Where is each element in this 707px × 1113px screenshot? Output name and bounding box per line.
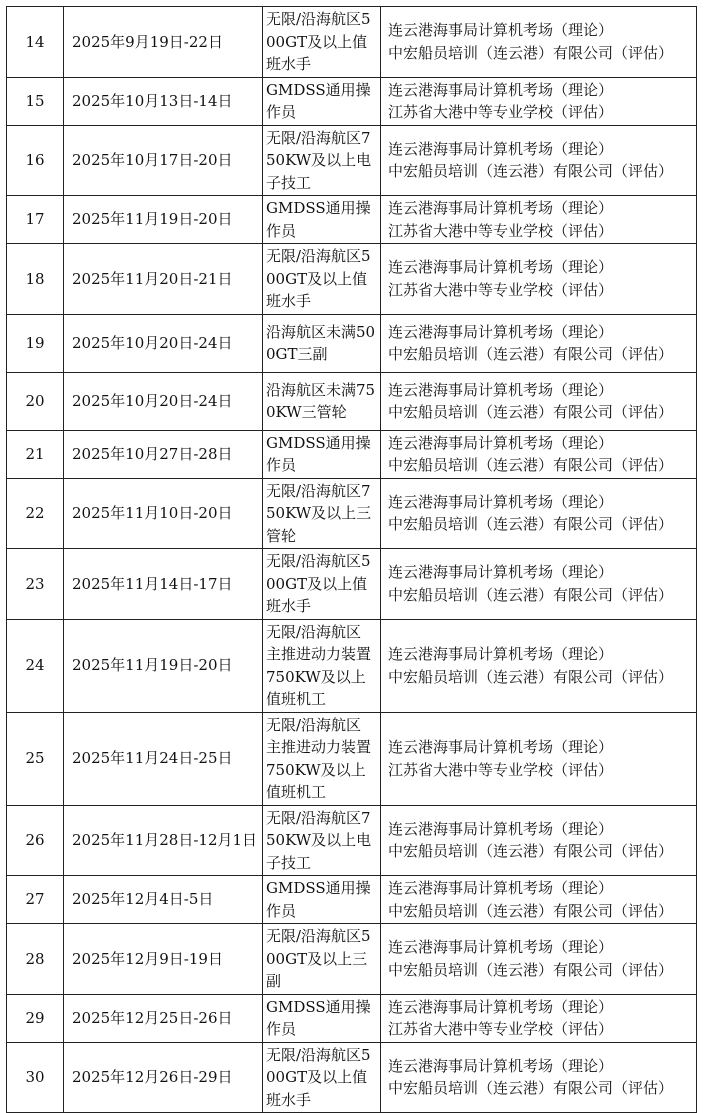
table-row bbox=[7, 430, 697, 478]
assessment-venue: 中宏船员培训（连云港）有限公司（评估） bbox=[388, 585, 674, 604]
exam-date: 2025年11月14日-17日 bbox=[64, 549, 263, 620]
table-row bbox=[7, 876, 697, 924]
exam-category: 无限/沿海航区750KW及以上电子技工 bbox=[263, 125, 381, 196]
exam-category: 无限/沿海航区500GT及以上值班水手 bbox=[263, 549, 381, 620]
exam-category: 无限/沿海航区500GT及以上值班水手 bbox=[263, 244, 381, 315]
exam-date: 2025年12月25日-26日 bbox=[64, 994, 263, 1042]
exam-date: 2025年10月20日-24日 bbox=[64, 314, 263, 372]
table-row bbox=[7, 1042, 697, 1113]
exam-venue bbox=[381, 924, 697, 995]
exam-category: 无限/沿海航区主推进动力装置750KW及以上值班机工 bbox=[263, 712, 381, 805]
assessment-venue: 中宏船员培训（连云港）有限公司（评估） bbox=[388, 960, 674, 979]
exam-category: GMDSS通用操作员 bbox=[263, 196, 381, 244]
exam-date: 2025年12月26日-29日 bbox=[64, 1042, 263, 1113]
theory-venue: 连云港海事局计算机考场（理论） bbox=[388, 380, 614, 399]
exam-venue bbox=[381, 876, 697, 924]
theory-venue: 连云港海事局计算机考场（理论） bbox=[388, 1056, 614, 1075]
table-row bbox=[7, 549, 697, 620]
theory-venue: 连云港海事局计算机考场（理论） bbox=[388, 21, 614, 40]
row-number: 23 bbox=[7, 549, 64, 620]
assessment-venue: 中宏船员培训（连云港）有限公司（评估） bbox=[388, 456, 674, 474]
exam-venue bbox=[381, 805, 697, 876]
exam-date: 2025年10月13日-14日 bbox=[64, 77, 263, 125]
exam-date: 2025年10月27日-28日 bbox=[64, 430, 263, 478]
assessment-venue: 中宏船员培训（连云港）有限公司（评估） bbox=[388, 162, 674, 181]
table-body bbox=[7, 7, 697, 1113]
theory-venue: 连云港海事局计算机考场（理论） bbox=[388, 738, 614, 756]
exam-category: 无限/沿海航区750KW及以上电子技工 bbox=[263, 805, 381, 876]
exam-venue bbox=[381, 549, 697, 620]
row-number: 17 bbox=[7, 196, 64, 244]
theory-venue: 连云港海事局计算机考场（理论） bbox=[388, 433, 614, 452]
exam-venue bbox=[381, 77, 697, 125]
exam-venue bbox=[381, 372, 697, 430]
exam-schedule-table bbox=[6, 6, 697, 1113]
row-number: 21 bbox=[7, 430, 64, 478]
exam-category: 无限/沿海航区500GT及以上三副 bbox=[263, 924, 381, 995]
theory-venue: 连云港海事局计算机考场（理论） bbox=[388, 80, 614, 99]
table-row bbox=[7, 314, 697, 372]
exam-venue bbox=[381, 712, 697, 805]
table-row bbox=[7, 77, 697, 125]
table-row bbox=[7, 924, 697, 995]
exam-venue bbox=[381, 244, 697, 315]
assessment-venue: 中宏船员培训（连云港）有限公司（评估） bbox=[388, 43, 674, 62]
theory-venue: 连云港海事局计算机考场（理论） bbox=[388, 492, 614, 511]
assessment-venue: 中宏船员培训（连云港）有限公司（评估） bbox=[388, 842, 674, 861]
exam-category: GMDSS通用操作员 bbox=[263, 430, 381, 478]
theory-venue: 连云港海事局计算机考场（理论） bbox=[388, 322, 614, 341]
row-number: 27 bbox=[7, 876, 64, 924]
row-number: 14 bbox=[7, 7, 64, 78]
row-number: 26 bbox=[7, 805, 64, 876]
exam-date: 2025年11月24日-25日 bbox=[64, 712, 263, 805]
assessment-venue: 中宏船员培训（连云港）有限公司（评估） bbox=[388, 901, 674, 920]
assessment-venue: 江苏省大港中等专业学校（评估） bbox=[388, 103, 614, 121]
table-row bbox=[7, 196, 697, 244]
exam-date: 2025年11月28日-12月1日 bbox=[64, 805, 263, 876]
row-number: 15 bbox=[7, 77, 64, 125]
row-number: 20 bbox=[7, 372, 64, 430]
theory-venue: 连云港海事局计算机考场（理论） bbox=[388, 819, 614, 838]
table-row bbox=[7, 372, 697, 430]
exam-venue bbox=[381, 619, 697, 712]
exam-venue bbox=[381, 430, 697, 478]
assessment-venue: 江苏省大港中等专业学校（评估） bbox=[388, 280, 614, 299]
exam-venue bbox=[381, 7, 697, 78]
exam-venue bbox=[381, 196, 697, 244]
exam-category: 无限/沿海航区主推进动力装置750KW及以上值班机工 bbox=[263, 619, 381, 712]
theory-venue: 连云港海事局计算机考场（理论） bbox=[388, 938, 614, 957]
table-row bbox=[7, 994, 697, 1042]
table-row bbox=[7, 125, 697, 196]
exam-venue bbox=[381, 1042, 697, 1113]
assessment-venue: 中宏船员培训（连云港）有限公司（评估） bbox=[388, 345, 674, 363]
exam-date: 2025年11月19日-20日 bbox=[64, 619, 263, 712]
exam-venue bbox=[381, 125, 697, 196]
exam-date: 2025年11月20日-21日 bbox=[64, 244, 263, 315]
exam-date: 2025年11月19日-20日 bbox=[64, 196, 263, 244]
exam-date: 2025年12月9日-19日 bbox=[64, 924, 263, 995]
assessment-venue: 中宏船员培训（连云港）有限公司（评估） bbox=[388, 667, 674, 686]
theory-venue: 连云港海事局计算机考场（理论） bbox=[388, 997, 614, 1016]
exam-category: 沿海航区未满750KW三管轮 bbox=[263, 372, 381, 430]
table-row bbox=[7, 619, 697, 712]
row-number: 28 bbox=[7, 924, 64, 995]
exam-venue bbox=[381, 478, 697, 549]
exam-date: 2025年11月10日-20日 bbox=[64, 478, 263, 549]
theory-venue: 连云港海事局计算机考场（理论） bbox=[388, 645, 614, 663]
row-number: 22 bbox=[7, 478, 64, 549]
exam-date: 2025年10月20日-24日 bbox=[64, 372, 263, 430]
exam-date: 2025年12月4日-5日 bbox=[64, 876, 263, 924]
assessment-venue: 中宏船员培训（连云港）有限公司（评估） bbox=[388, 403, 674, 421]
row-number: 25 bbox=[7, 712, 64, 805]
exam-venue bbox=[381, 314, 697, 372]
table-row bbox=[7, 478, 697, 549]
theory-venue: 连云港海事局计算机考场（理论） bbox=[388, 258, 614, 277]
assessment-venue: 江苏省大港中等专业学校（评估） bbox=[388, 1020, 614, 1038]
exam-category: 无限/沿海航区750KW及以上三管轮 bbox=[263, 478, 381, 549]
assessment-venue: 江苏省大港中等专业学校（评估） bbox=[388, 221, 614, 240]
table-row bbox=[7, 244, 697, 315]
exam-category: GMDSS通用操作员 bbox=[263, 77, 381, 125]
row-number: 18 bbox=[7, 244, 64, 315]
exam-date: 2025年9月19日-22日 bbox=[64, 7, 263, 78]
exam-category: 无限/沿海航区500GT及以上值班水手 bbox=[263, 1042, 381, 1113]
theory-venue: 连云港海事局计算机考场（理论） bbox=[388, 139, 614, 158]
exam-venue bbox=[381, 994, 697, 1042]
row-number: 16 bbox=[7, 125, 64, 196]
table-row bbox=[7, 712, 697, 805]
assessment-venue: 中宏船员培训（连云港）有限公司（评估） bbox=[388, 1079, 674, 1098]
table-row bbox=[7, 805, 697, 876]
exam-category: GMDSS通用操作员 bbox=[263, 876, 381, 924]
exam-category: 沿海航区未满500GT三副 bbox=[263, 314, 381, 372]
exam-category: 无限/沿海航区500GT及以上值班水手 bbox=[263, 7, 381, 78]
assessment-venue: 中宏船员培训（连云港）有限公司（评估） bbox=[388, 515, 674, 534]
theory-venue: 连云港海事局计算机考场（理论） bbox=[388, 199, 614, 217]
theory-venue: 连云港海事局计算机考场（理论） bbox=[388, 563, 614, 582]
exam-category: GMDSS通用操作员 bbox=[263, 994, 381, 1042]
row-number: 29 bbox=[7, 994, 64, 1042]
theory-venue: 连云港海事局计算机考场（理论） bbox=[388, 879, 614, 897]
table-row bbox=[7, 7, 697, 78]
row-number: 30 bbox=[7, 1042, 64, 1113]
row-number: 19 bbox=[7, 314, 64, 372]
assessment-venue: 江苏省大港中等专业学校（评估） bbox=[388, 760, 614, 779]
exam-date: 2025年10月17日-20日 bbox=[64, 125, 263, 196]
row-number: 24 bbox=[7, 619, 64, 712]
